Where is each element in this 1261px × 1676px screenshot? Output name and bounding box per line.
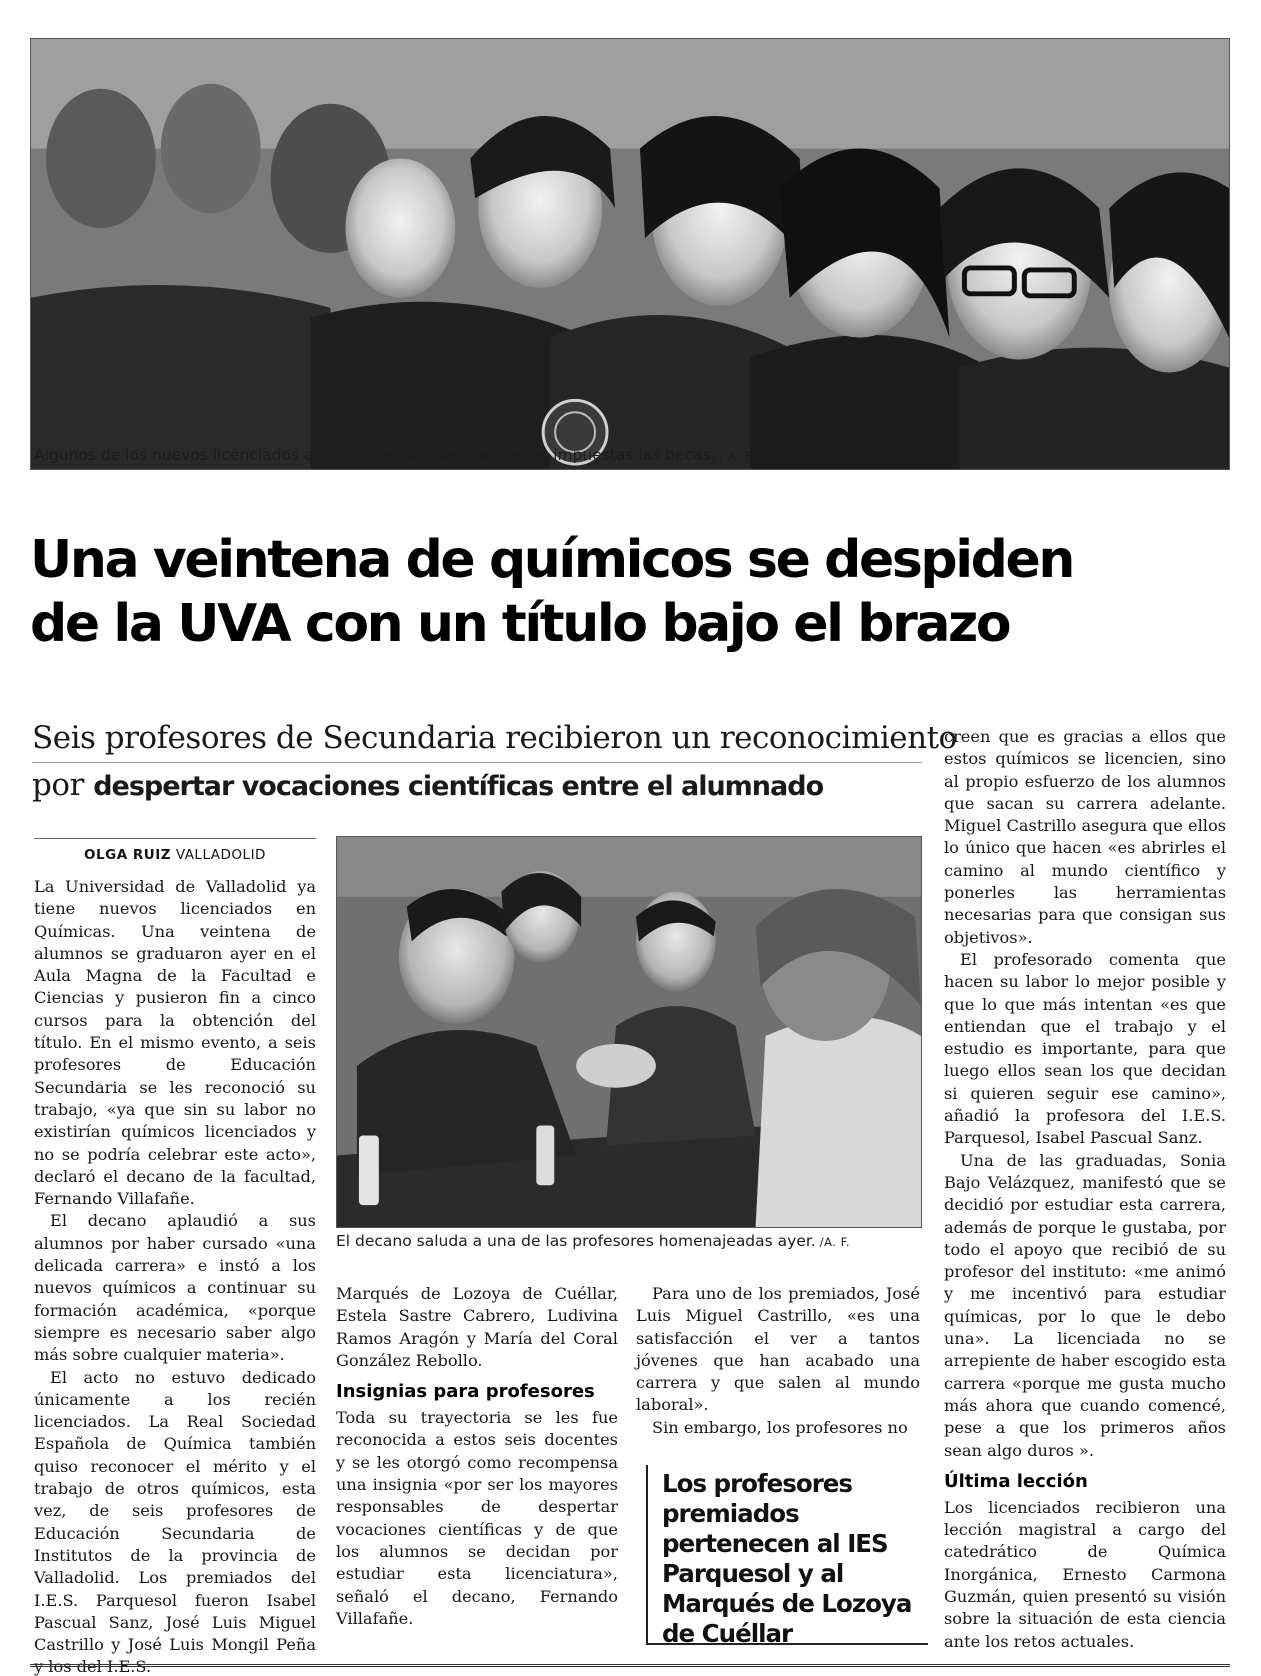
headline bbox=[30, 528, 1230, 656]
caption-text: El decano saluda a una de las profesores homenajeadas ayer. bbox=[336, 1232, 816, 1250]
paragraph: El acto no estuvo dedicado únicamente a los recién licenciados. La Real Sociedad Española de Química también quiso reconocer el mérito y el trabajo de otros químicos, esta vez, de seis profesores de Educación Secundaria de Institutos de la provincia de Valladolid. Los premiados del I.E.S. Parquesol fueron Isabel Pascual Sanz, José Luis Miguel Castrillo y José Luis Mongil Peña y los del I.E.S. bbox=[34, 1367, 316, 1676]
body-column-3 bbox=[636, 1283, 920, 1439]
inner-photo bbox=[336, 836, 922, 1228]
inner-photo-caption bbox=[336, 1232, 850, 1250]
subhead-prefix: por bbox=[32, 767, 84, 803]
section-subtitle: Última lección bbox=[944, 1470, 1088, 1492]
body-column-4 bbox=[944, 726, 1226, 1653]
section-subtitle: Insignias para profesores bbox=[336, 1381, 595, 1403]
paragraph: El profesorado comenta que hacen su labor lo mejor posible y que lo que más intentan «es que entiendan que el trabajo y el estudio es importante, para que luego ellos sean los que decidan si quieren seguir ese camino», añadió la profesora del I.E.S. Parquesol, Isabel Pascual Sanz. bbox=[944, 949, 1226, 1148]
headline-line-1: Una veintena de químicos se despiden bbox=[30, 530, 1073, 590]
subheadline bbox=[32, 716, 957, 809]
subhead-bold: despertar vocaciones científicas entre el alumnado bbox=[93, 771, 824, 802]
paragraph: Toda su trayectoria se les fue reconocida a estos seis docentes y se les otorgó como recompensa una insignia «por ser los mayores responsables de despertar vocaciones científicas y de que los alumnos se decidan por estudiar esta licenciatura», señaló el decano, Fernando Villafañe. bbox=[336, 1408, 618, 1628]
body-column-2 bbox=[336, 1283, 618, 1630]
subhead-line-1: Seis profesores de Secundaria recibieron un reconocimiento bbox=[32, 716, 922, 763]
paragraph: La Universidad de Valladolid ya tiene nuevos licenciados en Químicas. Una veintena de alumnos se graduaron ayer en el Aula Magna de la Facultad e Ciencias y pusieron fin a cinco cursos para la obtención del título. En el mismo evento, a seis profesores de Educación Secundaria se les reconoció su trabajo, «ya que sin su labor no existirían químicos licenciados y no se podría celebrar este acto», declaró el decano de la facultad, Fernando Villafañe. bbox=[34, 877, 316, 1209]
paragraph: Marqués de Lozoya de Cuéllar, Estela Sastre Cabrero, Ludivina Ramos Aragón y María del Coral González Rebollo. bbox=[336, 1284, 618, 1370]
body-column-1 bbox=[34, 876, 316, 1676]
handshake-photo-illustration bbox=[337, 837, 921, 1227]
paragraph: Una de las graduadas, Sonia Bajo Velázquez, manifestó que se decidió por estudiar esta carrera, además de porque le gustaba, por todo el apoyo que recibió de su profesor del instituto: «me animó y me incentivó para estudiar químicas, por lo que le debo una». La licenciada no se arrepiente de haber escogido esta carrera «porque me gusta mucho más ahora que cuando comencé, pese a que los primeros años sean algo duros ». bbox=[944, 1150, 1226, 1460]
byline-author: OLGA RUIZ bbox=[84, 847, 172, 863]
subhead-line-2 bbox=[32, 763, 922, 809]
byline-place: VALLADOLID bbox=[175, 847, 266, 863]
pull-quote: Los profesores premiados pertenecen al IES Parquesol y al Marqués de Lozoya de Cuéllar bbox=[646, 1465, 928, 1645]
paragraph: creen que es gracias a ellos que estos químicos se licencien, sino al propio esfuerzo de los alumnos que sacan su carrera adelante. Miguel Castrillo asegura que ellos lo único que hacen «es abrirles el camino al mundo científico y ponerles las herramientas necesarias para que consigan sus objetivos». bbox=[944, 727, 1226, 947]
paragraph: Para uno de los premiados, José Luis Miguel Castrillo, «es una satisfacción el ver a tantos jóvenes que han acabado una carrera y que salen al mundo laboral». bbox=[636, 1284, 920, 1415]
photo-credit: /A. F. bbox=[819, 1235, 851, 1249]
graduates-photo-illustration bbox=[31, 39, 1229, 469]
caption-text: Algunos de los nuevos licenciados en Químicas sonríen tras serles impuestas las becas. bbox=[34, 446, 716, 464]
photo-credit: / A. FARIZA bbox=[719, 449, 789, 463]
top-photo bbox=[30, 38, 1230, 470]
paragraph: Los licenciados recibieron una lección magistral a cargo del catedrático de Química Inorgánica, Ernesto Carmona Guzmán, quien presentó su visión sobre la situación de esta ciencia ante los retos actuales. bbox=[944, 1497, 1226, 1651]
headline-line-2: de la UVA con un título bajo el brazo bbox=[30, 594, 1010, 654]
footer-rule bbox=[30, 1664, 1230, 1667]
paragraph: Sin embargo, los profesores no bbox=[652, 1417, 908, 1437]
top-photo-caption bbox=[34, 446, 788, 464]
byline bbox=[34, 838, 316, 863]
paragraph: El decano aplaudió a sus alumnos por haber cursado «una delicada carrera» e instó a los nuevos químicos a continuar su formación académica, «porque siempre es necesario saber algo más sobre cualquier materia». bbox=[34, 1211, 316, 1365]
